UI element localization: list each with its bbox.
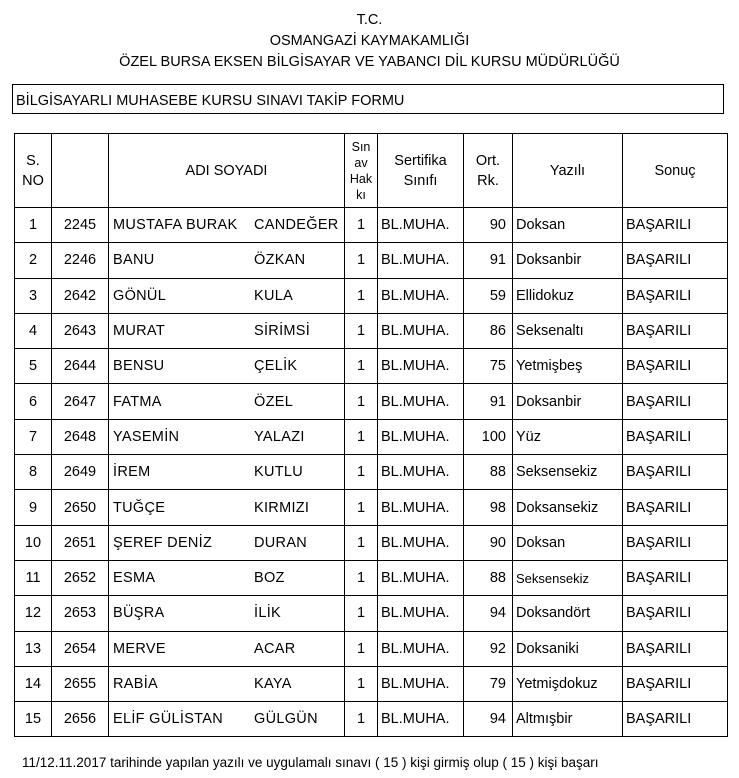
header-no bbox=[52, 134, 109, 208]
table-row bbox=[15, 313, 728, 348]
cell-ort-rk: 98 bbox=[464, 490, 513, 525]
last-name: ACAR bbox=[254, 640, 296, 657]
cell-sinav-hakki: 1 bbox=[345, 560, 378, 595]
footer-note: 11/12.11.2017 tarihinde yapılan yazılı ve uygulamalı sınavı ( 15 ) kişi girmiş olup ( 15 ) kişi başarı bbox=[22, 755, 599, 770]
cell-name bbox=[109, 596, 345, 631]
table-header-row bbox=[15, 134, 728, 208]
cell-name bbox=[109, 384, 345, 419]
first-name: ŞEREF DENİZ bbox=[113, 534, 213, 551]
last-name: BOZ bbox=[254, 570, 285, 587]
first-name: GÖNÜL bbox=[113, 287, 167, 304]
cell-sno: 12 bbox=[15, 596, 52, 631]
table-row bbox=[15, 349, 728, 384]
cell-sonuc: BAŞARILI bbox=[623, 666, 728, 701]
cell-sonuc: BAŞARILI bbox=[623, 384, 728, 419]
last-name: ÖZEL bbox=[254, 393, 294, 410]
first-name: MUSTAFA BURAK bbox=[113, 217, 238, 234]
cell-ort-rk: 94 bbox=[464, 596, 513, 631]
cell-no: 2245 bbox=[52, 208, 109, 243]
cell-sertifika-sinifi: BL.MUHA. bbox=[378, 243, 464, 278]
last-name: KULA bbox=[254, 287, 294, 304]
cell-sertifika-sinifi: BL.MUHA. bbox=[378, 631, 464, 666]
cell-sinav-hakki: 1 bbox=[345, 490, 378, 525]
cell-yazili: Doksanbir bbox=[513, 243, 623, 278]
cell-yazili: Yüz bbox=[513, 419, 623, 454]
cell-ort-rk: 59 bbox=[464, 278, 513, 313]
cell-name bbox=[109, 525, 345, 560]
cell-name bbox=[109, 702, 345, 737]
cell-yazili: Yetmişdokuz bbox=[513, 666, 623, 701]
first-name: BENSU bbox=[113, 358, 165, 375]
cell-ort-rk: 90 bbox=[464, 525, 513, 560]
cell-no: 2656 bbox=[52, 702, 109, 737]
table-row bbox=[15, 208, 728, 243]
cell-sno: 9 bbox=[15, 490, 52, 525]
cell-ort-rk: 100 bbox=[464, 419, 513, 454]
last-name: SİRİMSİ bbox=[254, 323, 311, 340]
header-ort-rk bbox=[464, 134, 513, 208]
cell-sonuc: BAŞARILI bbox=[623, 243, 728, 278]
cell-name bbox=[109, 455, 345, 490]
table-row bbox=[15, 560, 728, 595]
cell-sno: 13 bbox=[15, 631, 52, 666]
cell-name bbox=[109, 631, 345, 666]
cell-no: 2652 bbox=[52, 560, 109, 595]
header-kurs-mudurlugu: ÖZEL BURSA EKSEN BİLGİSAYAR VE YABANCI DİL KURSU MÜDÜRLÜĞÜ bbox=[119, 54, 620, 70]
cell-yazili: Seksenaltı bbox=[513, 313, 623, 348]
first-name: BANU bbox=[113, 252, 155, 269]
cell-name bbox=[109, 278, 345, 313]
cell-ort-rk: 94 bbox=[464, 702, 513, 737]
cell-no: 2643 bbox=[52, 313, 109, 348]
cell-sinav-hakki: 1 bbox=[345, 278, 378, 313]
table-row bbox=[15, 702, 728, 737]
cell-name bbox=[109, 208, 345, 243]
cell-sonuc: BAŞARILI bbox=[623, 349, 728, 384]
cell-name bbox=[109, 666, 345, 701]
cell-name bbox=[109, 243, 345, 278]
cell-sno: 15 bbox=[15, 702, 52, 737]
h-sonuc-text: Sonuç bbox=[654, 162, 696, 179]
cell-yazili: Yetmişbeş bbox=[513, 349, 623, 384]
h-sinif-text: Sertifika Sınıfı bbox=[394, 152, 447, 189]
table-row bbox=[15, 525, 728, 560]
cell-sno: 14 bbox=[15, 666, 52, 701]
cell-no: 2650 bbox=[52, 490, 109, 525]
cell-sonuc: BAŞARILI bbox=[623, 208, 728, 243]
cell-sonuc: BAŞARILI bbox=[623, 313, 728, 348]
cell-sinav-hakki: 1 bbox=[345, 525, 378, 560]
cell-sertifika-sinifi: BL.MUHA. bbox=[378, 525, 464, 560]
first-name: MURAT bbox=[113, 323, 165, 340]
table-row bbox=[15, 278, 728, 313]
cell-sertifika-sinifi: BL.MUHA. bbox=[378, 313, 464, 348]
last-name: ÖZKAN bbox=[254, 252, 306, 269]
cell-no: 2642 bbox=[52, 278, 109, 313]
cell-sno: 3 bbox=[15, 278, 52, 313]
cell-sertifika-sinifi: BL.MUHA. bbox=[378, 208, 464, 243]
cell-sno: 6 bbox=[15, 384, 52, 419]
cell-sertifika-sinifi: BL.MUHA. bbox=[378, 349, 464, 384]
cell-sno: 5 bbox=[15, 349, 52, 384]
cell-sonuc: BAŞARILI bbox=[623, 702, 728, 737]
table-row bbox=[15, 596, 728, 631]
cell-no: 2654 bbox=[52, 631, 109, 666]
cell-sonuc: BAŞARILI bbox=[623, 455, 728, 490]
h-hak-text: Sın av Hak kı bbox=[349, 139, 373, 202]
table-row bbox=[15, 243, 728, 278]
first-name: RABİA bbox=[113, 676, 159, 692]
cell-name bbox=[109, 349, 345, 384]
cell-yazili: Doksansekiz bbox=[513, 490, 623, 525]
header-sonuc bbox=[623, 134, 728, 208]
cell-sertifika-sinifi: BL.MUHA. bbox=[378, 560, 464, 595]
cell-sno: 10 bbox=[15, 525, 52, 560]
cell-sertifika-sinifi: BL.MUHA. bbox=[378, 702, 464, 737]
cell-ort-rk: 88 bbox=[464, 455, 513, 490]
header-sno bbox=[15, 134, 52, 208]
cell-sinav-hakki: 1 bbox=[345, 208, 378, 243]
cell-sertifika-sinifi: BL.MUHA. bbox=[378, 596, 464, 631]
cell-sno: 8 bbox=[15, 455, 52, 490]
header-yazili bbox=[513, 134, 623, 208]
cell-no: 2644 bbox=[52, 349, 109, 384]
last-name: ÇELİK bbox=[254, 358, 298, 375]
cell-no: 2647 bbox=[52, 384, 109, 419]
cell-sinav-hakki: 1 bbox=[345, 243, 378, 278]
cell-no: 2649 bbox=[52, 455, 109, 490]
cell-sno: 1 bbox=[15, 208, 52, 243]
last-name: KIRMIZI bbox=[254, 499, 310, 516]
table-row bbox=[15, 384, 728, 419]
first-name: FATMA bbox=[113, 393, 162, 410]
cell-sinav-hakki: 1 bbox=[345, 596, 378, 631]
last-name: YALAZI bbox=[254, 428, 305, 445]
cell-sonuc: BAŞARILI bbox=[623, 525, 728, 560]
cell-yazili: Doksaniki bbox=[513, 631, 623, 666]
cell-sinav-hakki: 1 bbox=[345, 419, 378, 454]
cell-sinav-hakki: 1 bbox=[345, 455, 378, 490]
cell-yazili: Doksan bbox=[513, 525, 623, 560]
header-sertifika-sinifi bbox=[378, 134, 464, 208]
cell-name bbox=[109, 419, 345, 454]
cell-sinav-hakki: 1 bbox=[345, 702, 378, 737]
header-name bbox=[109, 134, 345, 208]
last-name: DURAN bbox=[254, 534, 308, 551]
cell-yazili: Seksensekiz bbox=[513, 455, 623, 490]
cell-ort-rk: 75 bbox=[464, 349, 513, 384]
first-name: ELİF GÜLİSTAN bbox=[113, 711, 223, 728]
last-name: KAYA bbox=[254, 676, 292, 692]
cell-ort-rk: 79 bbox=[464, 666, 513, 701]
cell-sonuc: BAŞARILI bbox=[623, 419, 728, 454]
cell-ort-rk: 91 bbox=[464, 384, 513, 419]
exam-results-table bbox=[14, 133, 728, 737]
h-ort-text: Ort. Rk. bbox=[475, 152, 501, 189]
cell-sinav-hakki: 1 bbox=[345, 631, 378, 666]
first-name: İREM bbox=[113, 464, 151, 481]
cell-sinav-hakki: 1 bbox=[345, 666, 378, 701]
header-sinav-hakki bbox=[345, 134, 378, 208]
table-row bbox=[15, 631, 728, 666]
cell-sertifika-sinifi: BL.MUHA. bbox=[378, 384, 464, 419]
cell-ort-rk: 86 bbox=[464, 313, 513, 348]
table-row bbox=[15, 419, 728, 454]
first-name: TUĞÇE bbox=[113, 499, 166, 516]
cell-sno: 4 bbox=[15, 313, 52, 348]
cell-ort-rk: 92 bbox=[464, 631, 513, 666]
cell-sno: 2 bbox=[15, 243, 52, 278]
cell-sinav-hakki: 1 bbox=[345, 349, 378, 384]
cell-sertifika-sinifi: BL.MUHA. bbox=[378, 455, 464, 490]
last-name: GÜLGÜN bbox=[254, 711, 318, 728]
cell-ort-rk: 91 bbox=[464, 243, 513, 278]
header-kaymakamlik: OSMANGAZİ KAYMAKAMLIĞI bbox=[269, 33, 470, 49]
cell-ort-rk: 88 bbox=[464, 560, 513, 595]
cell-no: 2653 bbox=[52, 596, 109, 631]
cell-no: 2651 bbox=[52, 525, 109, 560]
header-tc: T.C. bbox=[356, 12, 383, 28]
form-title-box bbox=[12, 84, 724, 114]
cell-yazili: Altmışbir bbox=[513, 702, 623, 737]
cell-sonuc: BAŞARILI bbox=[623, 631, 728, 666]
cell-no: 2246 bbox=[52, 243, 109, 278]
cell-yazili: Seksensekiz bbox=[513, 560, 623, 595]
cell-yazili: Doksan bbox=[513, 208, 623, 243]
first-name: ESMA bbox=[113, 570, 156, 587]
cell-yazili: Doksandört bbox=[513, 596, 623, 631]
cell-yazili: Ellidokuz bbox=[513, 278, 623, 313]
form-title: BİLGİSAYARLI MUHASEBE KURSU SINAVI TAKİP FORMU bbox=[16, 93, 405, 109]
cell-sonuc: BAŞARILI bbox=[623, 596, 728, 631]
cell-sonuc: BAŞARILI bbox=[623, 490, 728, 525]
h-yazili-text: Yazılı bbox=[549, 162, 586, 179]
cell-sno: 7 bbox=[15, 419, 52, 454]
cell-name bbox=[109, 490, 345, 525]
table-row bbox=[15, 455, 728, 490]
cell-sonuc: BAŞARILI bbox=[623, 560, 728, 595]
cell-no: 2648 bbox=[52, 419, 109, 454]
h-name-text: ADI SOYADI bbox=[185, 162, 268, 179]
cell-sinav-hakki: 1 bbox=[345, 384, 378, 419]
last-name: KUTLU bbox=[254, 464, 304, 481]
cell-sno: 11 bbox=[15, 560, 52, 595]
cell-sertifika-sinifi: BL.MUHA. bbox=[378, 666, 464, 701]
table-row bbox=[15, 490, 728, 525]
cell-sinav-hakki: 1 bbox=[345, 313, 378, 348]
h-sno-text: S. NO bbox=[22, 152, 44, 189]
cell-ort-rk: 90 bbox=[464, 208, 513, 243]
cell-sertifika-sinifi: BL.MUHA. bbox=[378, 278, 464, 313]
cell-name bbox=[109, 313, 345, 348]
first-name: MERVE bbox=[113, 640, 166, 657]
table-row bbox=[15, 666, 728, 701]
cell-yazili: Doksanbir bbox=[513, 384, 623, 419]
cell-sertifika-sinifi: BL.MUHA. bbox=[378, 419, 464, 454]
cell-sonuc: BAŞARILI bbox=[623, 278, 728, 313]
first-name: BÜŞRA bbox=[113, 605, 165, 622]
last-name: İLİK bbox=[254, 605, 281, 622]
cell-sertifika-sinifi: BL.MUHA. bbox=[378, 490, 464, 525]
cell-no: 2655 bbox=[52, 666, 109, 701]
last-name: CANDEĞER bbox=[254, 217, 339, 234]
first-name: YASEMİN bbox=[113, 428, 180, 445]
cell-name bbox=[109, 560, 345, 595]
